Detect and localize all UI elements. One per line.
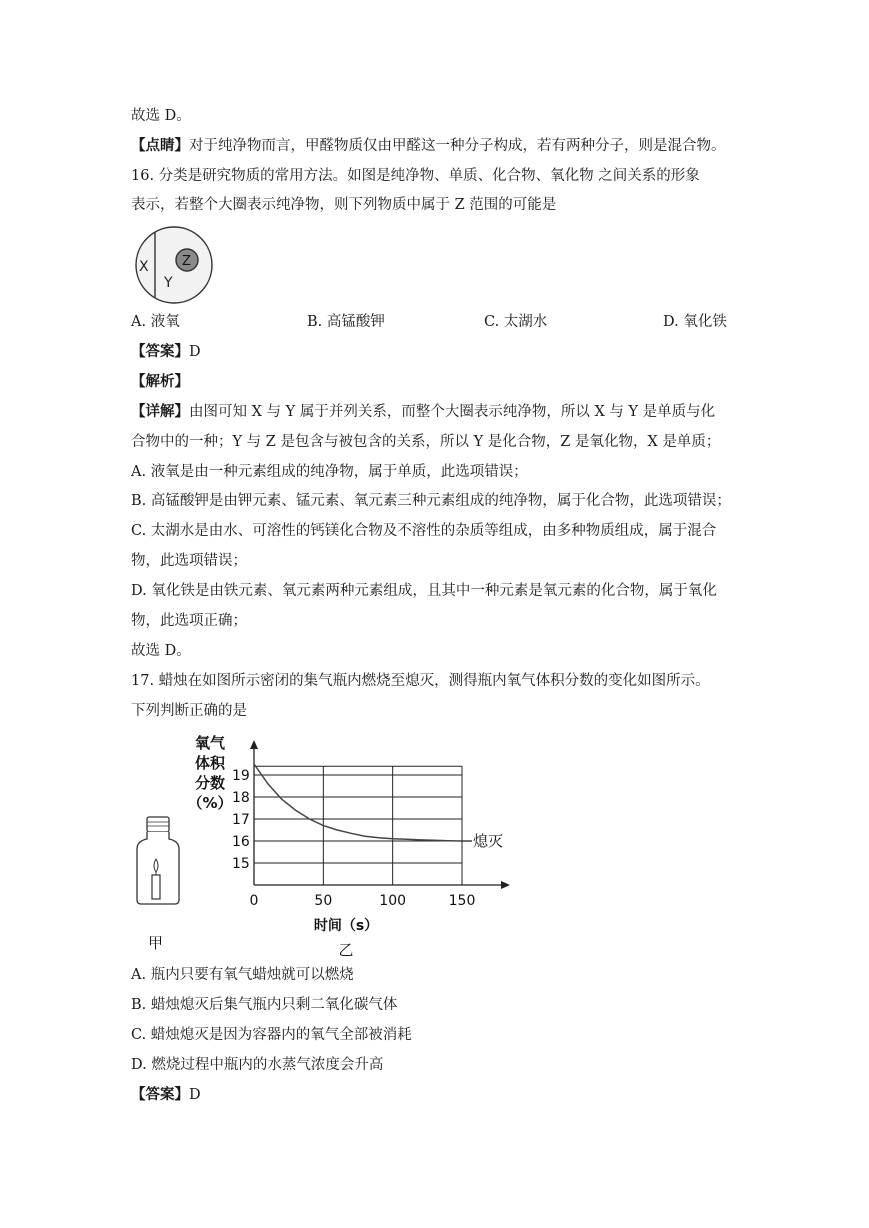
x-tick-label: 150	[448, 893, 476, 909]
tip-text: 对于纯净物而言，甲醛物质仅由甲醛这一种分子构成，若有两种分子，则是混合物。	[189, 138, 726, 154]
q17-option-a: A. 瓶内只要有氧气蜡烛就可以燃烧	[131, 967, 354, 983]
candle	[152, 875, 160, 899]
flame-icon	[154, 859, 158, 872]
jar-cap	[147, 817, 169, 832]
tip-tag: 【点睛】	[131, 137, 189, 154]
q16-detail-line2: 合物中的一种；Y 与 Z 是包含与被包含的关系，所以 Y 是化合物，Z 是氧化物，X 是单质；	[131, 434, 721, 450]
label-y: Y	[164, 275, 173, 291]
answer-tag: 【答案】	[131, 1086, 189, 1103]
y-tick-label: 18	[232, 790, 250, 806]
q16-option-a: A. 液氧	[131, 314, 180, 330]
label-jia: 甲	[148, 934, 164, 952]
q16-detail-line1	[131, 402, 715, 422]
y-label-line: （%）	[187, 794, 233, 812]
q16-conclusion: 故选 D。	[131, 643, 191, 659]
q16-answer	[131, 342, 201, 362]
q16-option-b: B. 高锰酸钾	[307, 314, 385, 330]
y-tick-labels	[232, 768, 250, 872]
q17-answer	[131, 1085, 201, 1105]
q16-b-explanation: B. 高锰酸钾是由钾元素、锰元素、氧元素三种元素组成的纯净物，属于化合物，此选项错误；	[131, 493, 731, 509]
q16-c-explanation-2: 物，此选项错误；	[131, 553, 247, 569]
y-label-line: 氧气	[194, 734, 226, 752]
classification-diagram	[131, 225, 217, 305]
x-tick-labels	[250, 893, 476, 909]
y-label-line: 体积	[194, 754, 226, 772]
label-yi: 乙	[338, 941, 354, 959]
label-x: X	[139, 259, 149, 275]
q16-option-d: D. 氧化铁	[663, 314, 727, 330]
q17-option-b: B. 蜡烛熄灭后集气瓶内只剩二氧化碳气体	[131, 997, 398, 1013]
q16-a-explanation: A. 液氧是由一种元素组成的纯净物，属于单质，此选项错误；	[131, 464, 528, 480]
q16-d-explanation-1: D. 氧化铁是由铁元素、氧元素两种元素组成，且其中一种元素是氧元素的化合物，属于氧化	[131, 583, 717, 599]
q17-option-d: D. 燃烧过程中瓶内的水蒸气浓度会升高	[131, 1057, 384, 1073]
x-tick-label: 50	[314, 893, 333, 909]
y-tick-label: 16	[232, 834, 250, 850]
q15-conclusion: 故选 D。	[131, 108, 191, 124]
candle-jar-figure	[134, 815, 180, 955]
q17-stem-line1: 17. 蜡烛在如图所示密闭的集气瓶内燃烧至熄灭，测得瓶内氧气体积分数的变化如图所示。	[131, 673, 710, 689]
series-line	[254, 764, 462, 841]
extinguish-label: 熄灭	[473, 832, 504, 850]
x-tick-label: 0	[249, 893, 259, 909]
y-tick-label: 19	[232, 768, 250, 784]
x-axis-label: 时间（s）	[313, 918, 379, 934]
y-tick-label: 17	[232, 812, 250, 828]
x-tick-label: 100	[379, 893, 407, 909]
chart-axes	[250, 740, 510, 889]
q17-option-c: C. 蜡烛熄灭是因为容器内的氧气全部被消耗	[131, 1027, 412, 1043]
x-axis-arrow	[501, 881, 510, 889]
answer-value: D	[189, 344, 201, 360]
q16-d-explanation-2: 物，此选项正确；	[131, 613, 247, 629]
q16-analysis-tag: 【解析】	[131, 373, 189, 390]
q17-stem-line2: 下列判断正确的是	[131, 703, 247, 719]
answer-value: D	[189, 1087, 201, 1103]
q16-option-c: C. 太湖水	[484, 314, 548, 330]
q16-stem-line1: 16. 分类是研究物质的常用方法。如图是纯净物、单质、化合物、氧化物 之间关系的形象	[131, 168, 700, 184]
q16-c-explanation-1: C. 太湖水是由水、可溶性的钙镁化合物及不溶性的杂质等组成，由多种物质组成，属于混合	[131, 523, 717, 539]
oxygen-chart	[180, 730, 520, 960]
answer-tag: 【答案】	[131, 343, 189, 360]
y-tick-label: 15	[232, 856, 250, 872]
detail-tag: 【详解】	[131, 403, 189, 420]
detail-text: 由图可知 X 与 Y 属于并列关系，而整个大圈表示纯净物，所以 X 与 Y 是单质与化	[189, 404, 716, 420]
label-z: Z	[182, 254, 191, 269]
q15-tip	[131, 136, 726, 156]
y-axis-arrow	[250, 740, 258, 749]
chart-grid	[254, 766, 462, 885]
q16-stem-line2: 表示，若整个大圈表示纯净物，则下列物质中属于 Z 范围的可能是	[131, 197, 557, 213]
y-label-line: 分数	[194, 774, 226, 792]
y-axis-label	[187, 734, 232, 812]
